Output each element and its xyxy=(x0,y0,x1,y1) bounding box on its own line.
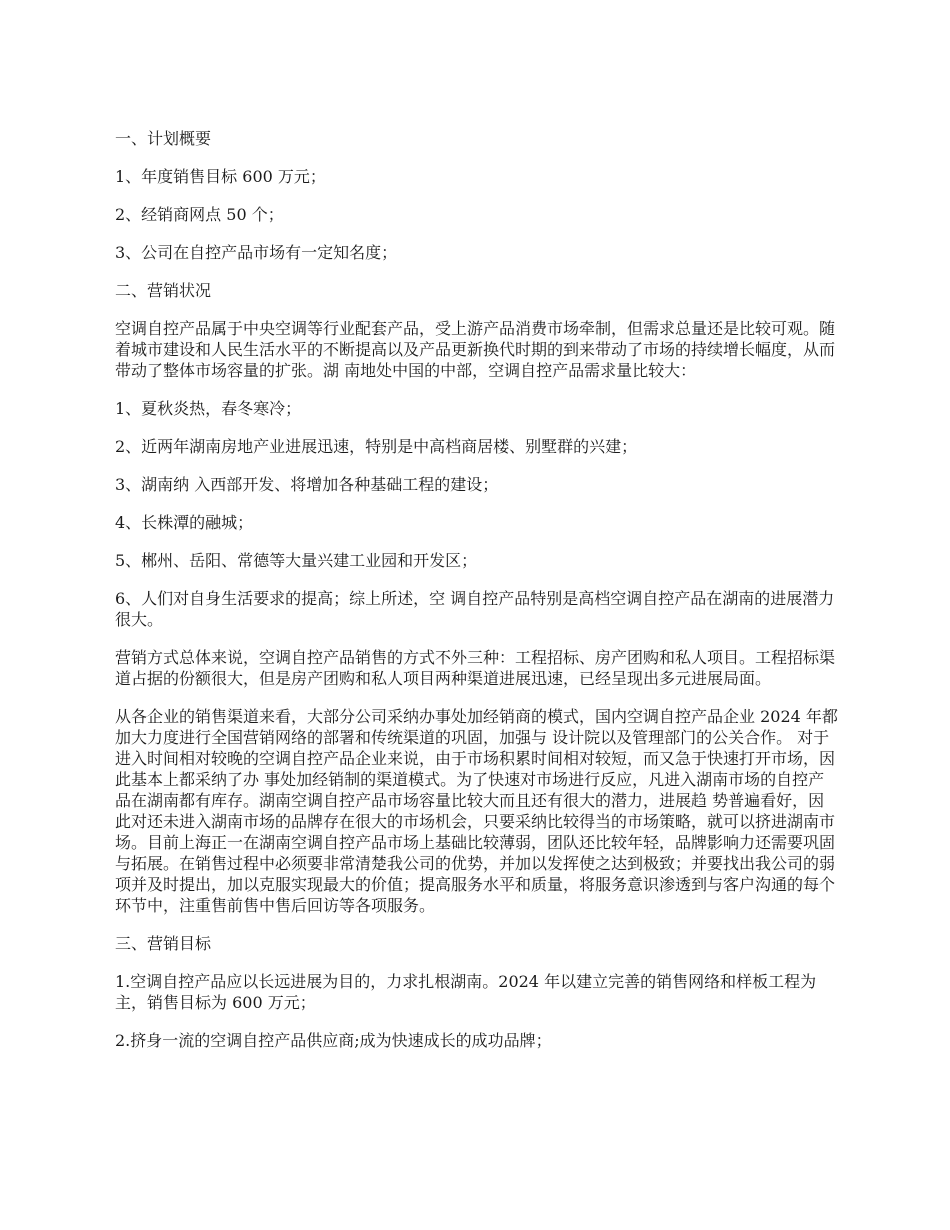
list-item-city-integration: 4、长株潭的融城； xyxy=(115,513,254,532)
heading-marketing-goals: 三、营销目标 xyxy=(115,934,212,953)
heading-plan-overview: 一、计划概要 xyxy=(115,129,212,148)
list-item-goal-long-term: 1.空调自控产品应以长远进展为目的，力求扎根湖南。2024 年以建立完善的销售网络和样板工程为主，销售目标为 600 万元； xyxy=(115,972,817,1012)
paragraph-market-overview: 空调自控产品属于中央空调等行业配套产品，受上游产品消费市场牵制，但需求总量还是比较可观。随着城市建设和人民生活水平的不断提高以及产品更新换代时期的到来带动了市场的持续增长幅度，从而带动了整体市场容量的扩张。湖 南地处中国的中部，空调自控产品需求量比较大： xyxy=(115,319,836,380)
list-item-sales-target: 1、年度销售目标 600 万元； xyxy=(115,167,326,186)
list-item-western-development: 3、湖南纳 入西部开发、将增加各种基础工程的建设； xyxy=(115,475,499,494)
list-item-goal-top-supplier: 2.挤身一流的空调自控产品供应商;成为快速成长的成功品牌； xyxy=(115,1031,552,1050)
list-item-dealer-outlets: 2、经销商网点 50 个； xyxy=(115,205,284,224)
paragraph-sales-channels: 从各企业的销售渠道来看，大部分公司采纳办事处加经销商的模式，国内空调自控产品企业 2024 年都加大力度进行全国营销网络的部署和传统渠道的巩固，加强与 设计院以及管理部门的公关合作。 对于进入时间相对较晚的空调自控产品企业来说，由于市场积累时间相对较短，而又急于快速打开市场，因此基本上都采纳了办 事处加经销制的渠道模式。为了快速对市场进行反应，凡进入湖南市场的自控产品在湖南都有库存。湖南空调自控产品市场容量比较大而且还有很大的潜力，进展趋 势普遍看好，因此对还未进入湖南市场的品牌存在很大的市场机会，只要采纳比较得当的市场策略，就可以挤进湖南市场。目前上海正一在湖南空调自控产品市场上基础比较薄弱，团队还比较年轻，品牌影响力还需要巩固与拓展。在销售过程中必须要非常清楚我公司的优势，并加以发挥使之达到极致；并要找出我公司的弱项并及时提出，加以克服实现最大的价值；提高服务水平和质量，将服务意识渗透到与客户沟通的每个环节中，注重售前售中售后回访等各项服务。 xyxy=(115,707,838,915)
document-body xyxy=(115,128,840,1068)
list-item-climate: 1、夏秋炎热，春冬寒冷； xyxy=(115,399,302,418)
list-item-real-estate: 2、近两年湖南房地产业进展迅速，特别是中高档商居楼、别墅群的兴建； xyxy=(115,437,638,456)
paragraph-marketing-methods: 营销方式总体来说，空调自控产品销售的方式不外三种：工程招标、房产团购和私人项目。工程招标渠道占据的份额很大，但是房产团购和私人项目两种渠道进展迅速，已经呈现出多元进展局面。 xyxy=(115,648,836,688)
heading-marketing-status: 二、营销状况 xyxy=(115,281,212,300)
list-item-industrial-parks: 5、郴州、岳阳、常德等大量兴建工业园和开发区； xyxy=(115,551,478,570)
list-item-brand-awareness: 3、公司在自控产品市场有一定知名度； xyxy=(115,243,398,262)
list-item-living-standards: 6、人们对自身生活要求的提高；综上所述，空 调自控产品特别是高档空调自控产品在湖南的进展潜力很大。 xyxy=(115,589,835,629)
